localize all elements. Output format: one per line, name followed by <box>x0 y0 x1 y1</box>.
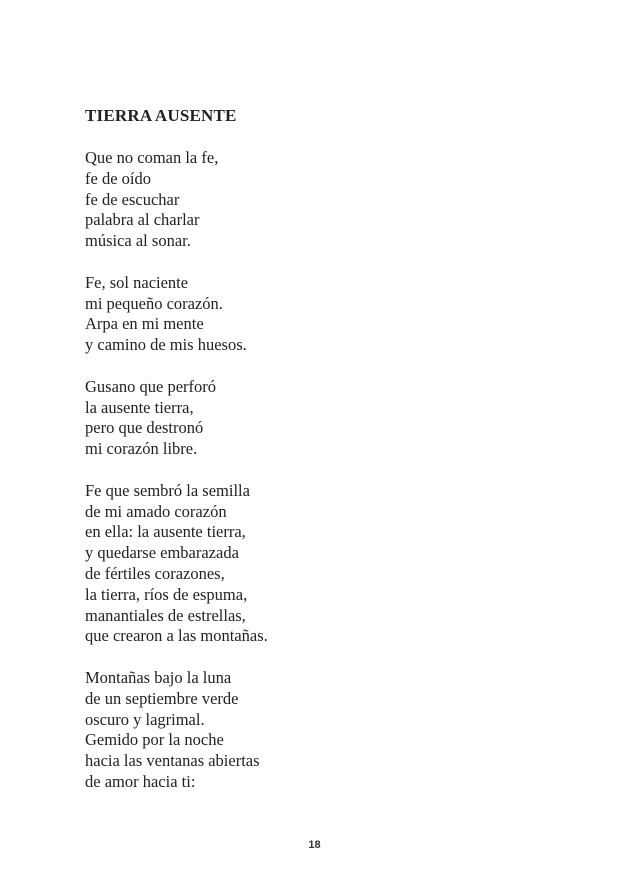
poem-line: de un septiembre verde <box>85 688 239 708</box>
stanza-4 <box>85 481 545 647</box>
poem-line: Fe, sol naciente <box>85 272 189 292</box>
poem-line: Montañas bajo la luna <box>85 667 232 687</box>
poem-line: de amor hacia ti: <box>85 771 196 791</box>
poem-line: y quedarse embarazada <box>85 543 239 563</box>
poem-line: Gusano que perforó <box>85 376 217 396</box>
poem-body <box>85 148 545 793</box>
poem-line: y camino de mis huesos. <box>85 335 247 355</box>
poem-line: Arpa en mi mente <box>85 314 204 334</box>
poem-title: TIERRA AUSENTE <box>85 106 237 125</box>
poem-line: fe de oído <box>85 168 151 188</box>
poem-line: mi corazón libre. <box>85 439 198 459</box>
poem-line: la tierra, ríos de espuma, <box>85 584 248 604</box>
poem-line: Gemido por la noche <box>85 730 224 750</box>
poem-line: de fértiles corazones, <box>85 563 225 583</box>
poem-line: pero que destronó <box>85 418 204 438</box>
poem-line: Que no coman la fe, <box>85 148 219 167</box>
poem-line: mi pequeño corazón. <box>85 293 223 313</box>
stanza-1 <box>85 148 545 252</box>
stanza-5 <box>85 668 545 793</box>
poem-line: música al sonar. <box>85 231 191 251</box>
stanza-2 <box>85 273 545 356</box>
poem-line: palabra al charlar <box>85 210 200 230</box>
poem-line: la ausente tierra, <box>85 397 194 417</box>
poem-line: hacia las ventanas abiertas <box>85 751 260 771</box>
poem-line: de mi amado corazón <box>85 501 227 521</box>
poem-line: Fe que sembró la semilla <box>85 480 250 500</box>
poem-line: oscuro y lagrimal. <box>85 709 205 729</box>
stanza-3 <box>85 377 545 460</box>
poem-line: fe de escuchar <box>85 189 180 209</box>
poem-line: en ella: la ausente tierra, <box>85 522 246 542</box>
poem-line: manantiales de estrellas, <box>85 605 246 625</box>
page-number: 18 <box>308 839 321 851</box>
poem-line: que crearon a las montañas. <box>85 626 268 646</box>
